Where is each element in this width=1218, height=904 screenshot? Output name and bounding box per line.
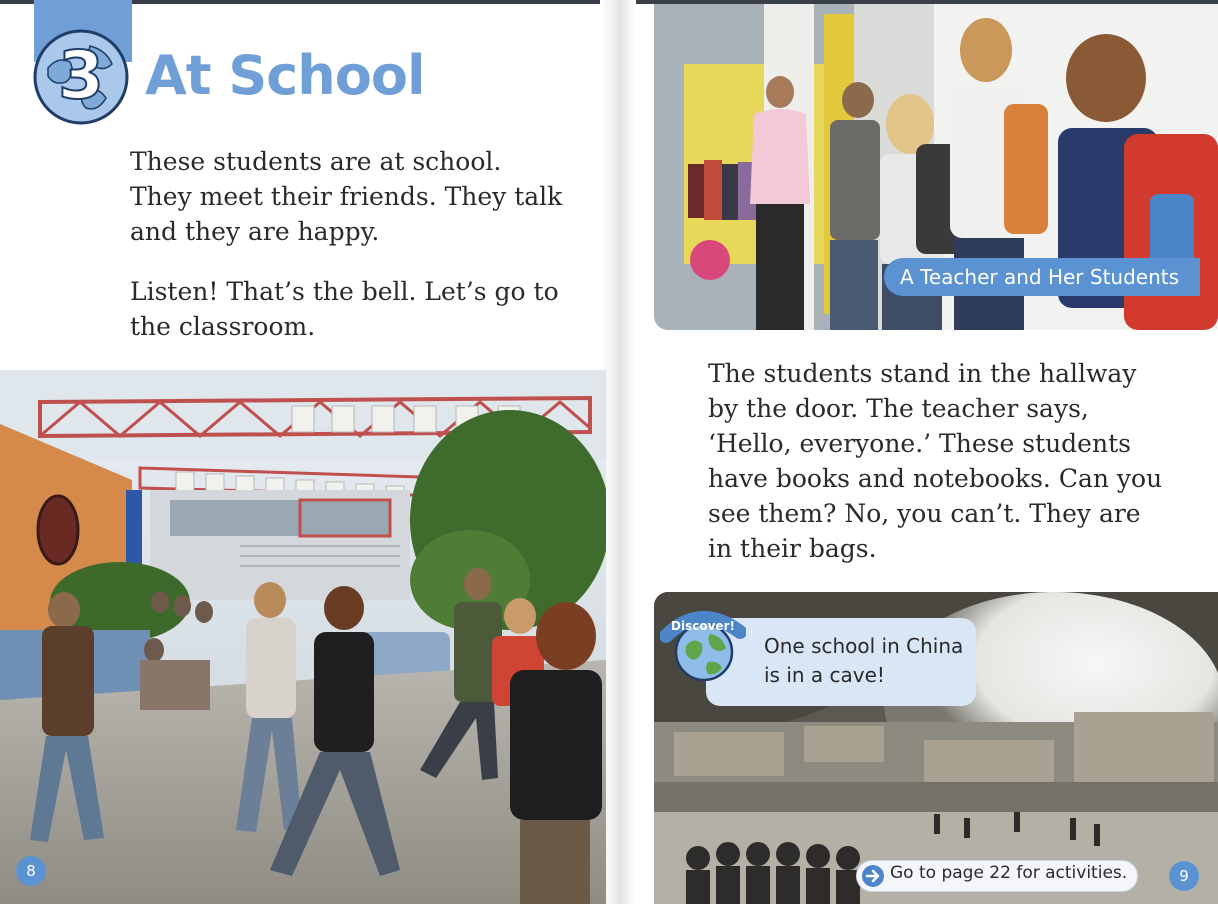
discover-badge-label: Discover! — [671, 619, 735, 633]
activities-link-text[interactable]: Go to page 22 for activities. — [890, 863, 1128, 883]
school-atrium-photo — [0, 370, 606, 904]
page-number-right: 9 — [1169, 861, 1199, 891]
discover-text: One school in China is in a cave! — [764, 634, 964, 687]
globe-icon — [660, 606, 746, 684]
bell-paragraph: Listen! That’s the bell. Let’s go to the classroom. — [130, 277, 559, 341]
page-number-left: 8 — [16, 856, 46, 886]
chapter-number: 3 — [58, 36, 104, 114]
chapter-title: At School — [145, 44, 425, 107]
arrow-right-icon — [862, 865, 884, 887]
hallway-paragraph: The students stand in the hallway by the door. The teacher says, ‘Hello, everyone.’ These students have books and notebooks. Can you see them? No, you can’t. They are in their bags. — [708, 359, 1163, 563]
intro-paragraph: These students are at school. They meet their friends. They talk and they are happy. — [130, 147, 563, 246]
photo-caption: A Teacher and Her Students — [884, 258, 1200, 296]
